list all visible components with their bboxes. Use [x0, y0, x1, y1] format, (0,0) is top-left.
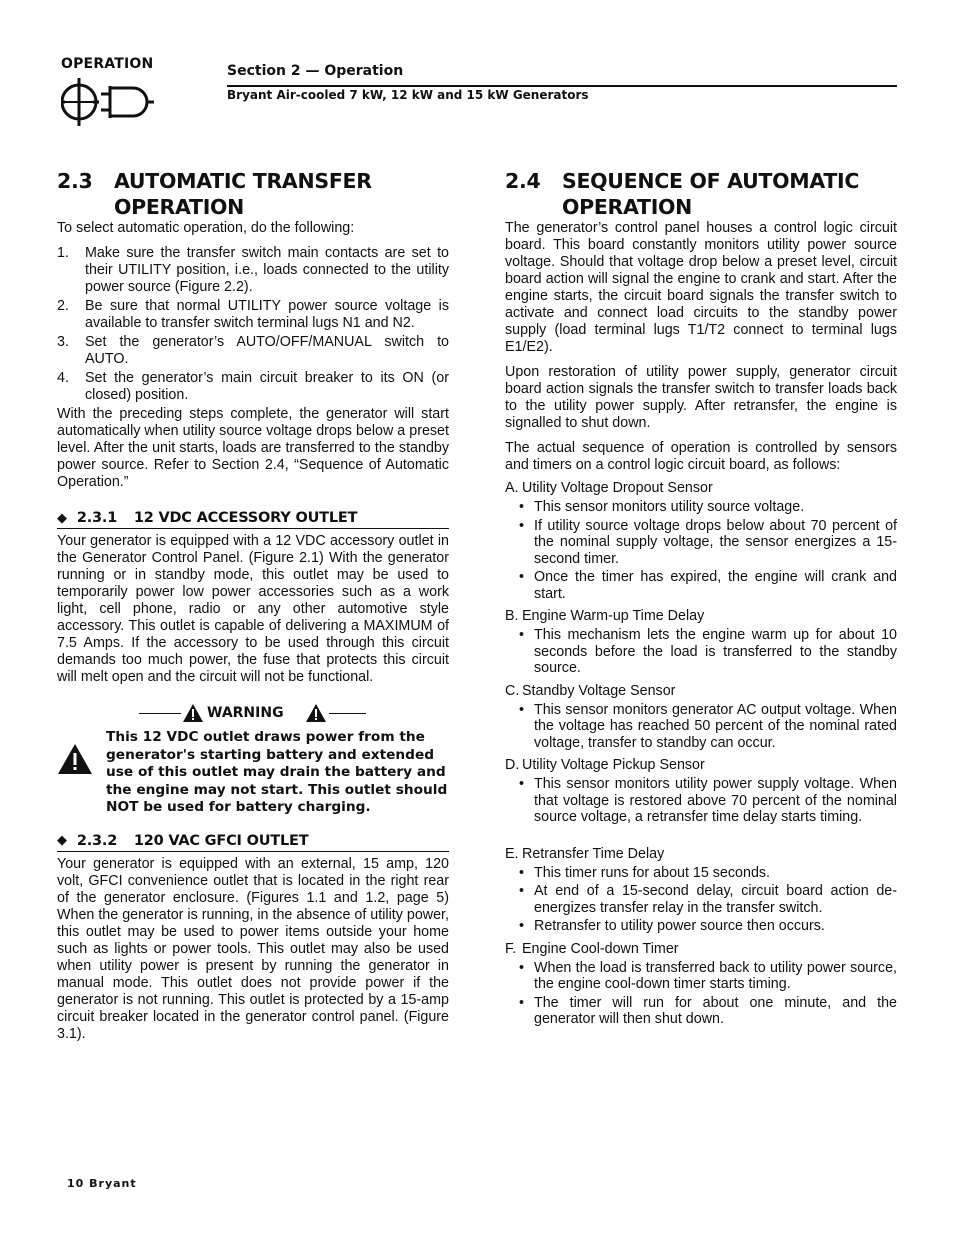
- sequence-item-heading: [505, 608, 897, 625]
- list-item: [505, 918, 897, 935]
- list-item: [57, 370, 449, 404]
- warning-text: This 12 VDC outlet draws power from the generator's starting battery and extended use of this outlet may drain the battery and the engine may not start. This outlet should NOT be used for battery charging.: [106, 729, 448, 815]
- bullet-dot-icon: •: [518, 776, 524, 792]
- step-text: Set the generator’s AUTO/OFF/MANUAL switch to AUTO.: [85, 334, 449, 367]
- bullet-list: [505, 702, 897, 752]
- bullet-list: [505, 960, 897, 1028]
- list-item: [57, 334, 449, 368]
- plug-socket-icon: [61, 78, 157, 130]
- warning-box: [57, 729, 449, 817]
- operation-brand: [61, 56, 161, 72]
- bullet-text: Once the timer has expired, the engine will crank and start.: [534, 569, 897, 602]
- list-item: [505, 627, 897, 677]
- diamond-bullet-icon: ◆: [57, 833, 67, 848]
- step-text: Be sure that normal UTILITY power source voltage is available to transfer switch terminal lugs N1 and N2.: [85, 298, 449, 331]
- list-item: [505, 865, 897, 882]
- bullet-dot-icon: •: [518, 959, 524, 976]
- bullet-text: This sensor monitors generator AC output voltage. When the voltage has reached 50 percent of the nominal rated voltage, transfer to standby can occur.: [534, 701, 897, 751]
- sequence-para-1: The generator’s control panel houses a control logic circuit board. This board constantly monitors utility power source voltage. Should that voltage drop below a preset level, circuit board action will signal the engine to crank and start. After the engine starts, the circuit board signals the transfer switch to activate and connect load circuits to the standby power supply (load terminal lugs T1/T2 connect to terminal lugs E1/E2).: [505, 220, 897, 355]
- closing-paragraph: With the preceding steps complete, the generator will start automatically when utility source voltage drops below a preset level. After the unit starts, loads are transferred to the standby power source. Refer to Section 2.4, “Sequence of Automatic Operation.”: [57, 406, 449, 490]
- list-item: [505, 702, 897, 752]
- item-letter: A.: [505, 480, 519, 496]
- bullet-text: The timer will run for about one minute, and the generator will then shut down.: [534, 994, 897, 1027]
- bullet-dot-icon: •: [518, 883, 524, 899]
- list-item: [505, 883, 897, 916]
- warning-label: WARNING: [207, 705, 284, 721]
- subsection-number: 2.3.1: [76, 510, 118, 526]
- step-number: 3.: [57, 334, 69, 350]
- list-item: [505, 776, 897, 826]
- sequence-item-heading: [505, 683, 897, 700]
- sequence-item-heading: [505, 941, 897, 958]
- bullet-text: When the load is transferred back to utility power source, the engine cool-down timer starts timing.: [534, 959, 897, 992]
- bullet-dot-icon: •: [518, 569, 524, 585]
- steps-list: [57, 245, 449, 404]
- item-letter: F.: [505, 940, 517, 957]
- bullet-text: At end of a 15-second delay, circuit board action de-energizes transfer relay in the transfer switch.: [534, 883, 897, 916]
- step-text: Make sure the transfer switch main contacts are set to their UTILITY position, i.e., loads connected to the utility power source (Figure 2.2).: [85, 245, 449, 295]
- bullet-list: [505, 499, 897, 602]
- list-item: [57, 298, 449, 332]
- bullet-dot-icon: •: [518, 517, 524, 534]
- sequence-list: [505, 480, 897, 1028]
- list-item: [505, 960, 897, 993]
- warning-rule-left: [139, 713, 181, 714]
- section-number: 2.4: [505, 169, 541, 193]
- step-number: 2.: [57, 298, 69, 314]
- subsection-2-3-1-heading: [57, 510, 449, 529]
- bullet-dot-icon: •: [518, 994, 524, 1011]
- bullet-dot-icon: •: [518, 918, 524, 934]
- subsection-title: 120 VAC GFCI OUTLET: [133, 832, 309, 849]
- brand-label: OPERATION: [61, 56, 154, 72]
- left-column: [57, 168, 449, 1043]
- section-title-text: AUTOMATIC TRANSFER OPERATION: [114, 169, 372, 219]
- item-title: Engine Cool-down Timer: [522, 940, 679, 957]
- bullet-list: [505, 776, 897, 826]
- warning-triangle-icon: [57, 743, 93, 775]
- item-letter: C.: [505, 682, 520, 699]
- bullet-text: This timer runs for about 15 seconds.: [534, 864, 771, 881]
- warning-rule-right: [329, 713, 366, 714]
- sequence-item-heading: [505, 757, 897, 774]
- step-text: Set the generator’s main circuit breaker to its ON (or closed) position.: [85, 370, 449, 403]
- section-header: Section 2 — Operation: [227, 63, 404, 79]
- bullet-text: Retransfer to utility power source then occurs.: [534, 918, 825, 934]
- item-letter: D.: [505, 757, 520, 773]
- step-number: 4.: [57, 370, 69, 386]
- item-letter: E.: [505, 845, 519, 862]
- item-title: Retransfer Time Delay: [522, 845, 665, 862]
- list-item: [505, 995, 897, 1028]
- diamond-bullet-icon: ◆: [57, 510, 67, 526]
- bullet-dot-icon: •: [518, 701, 524, 718]
- bullet-dot-icon: •: [518, 864, 524, 881]
- sequence-para-2: Upon restoration of utility power supply, generator circuit board action signals the transfer switch to transfer loads back to the utility power supply. After retransfer, the engine is signalled to shut down.: [505, 364, 897, 431]
- bullet-text: This mechanism lets the engine warm up for about 10 seconds before the load is transferred to the standby source.: [534, 627, 897, 676]
- warning-large-icon: [57, 729, 106, 817]
- item-title: Utility Voltage Dropout Sensor: [522, 480, 713, 496]
- warning-header: [57, 700, 449, 726]
- list-item: [505, 569, 897, 602]
- item-letter: B.: [505, 608, 519, 624]
- subsection-2-3-2-heading: [57, 833, 449, 852]
- section-2-3-title: [57, 168, 449, 220]
- bullet-dot-icon: •: [518, 499, 524, 515]
- list-item: [505, 518, 897, 568]
- step-number: 1.: [57, 245, 69, 261]
- page-footer: 10 Bryant: [67, 1177, 137, 1190]
- sequence-para-3: The actual sequence of operation is controlled by sensors and timers on a control logic circuit board, as follows:: [505, 440, 897, 473]
- warning-triangle-icon: [182, 703, 204, 723]
- header-subtitle: Bryant Air-cooled 7 kW, 12 kW and 15 kW Generators: [227, 88, 589, 102]
- right-column: [505, 168, 897, 1030]
- list-item: [57, 245, 449, 296]
- gfci-outlet-body: Your generator is equipped with an external, 15 amp, 120 volt, GFCI convenience outlet that is located in the right rear of the generator enclosure. (Figures 1.1 and 1.2, page 5) When the generator is running, in the absence of utility power, this outlet may be used to power items outside your home such as lights or power tools. This outlet may also be used when utility power is present by running the generator in manual mode. This outlet does not provide power if the generator is not running. This outlet is protected by a 15-amp circuit breaker located in the generator control panel. (Figure 3.1).: [57, 855, 449, 1042]
- item-title: Utility Voltage Pickup Sensor: [522, 757, 705, 773]
- bullet-text: If utility source voltage drops below about 70 percent of the nominal supply voltage, the sensor energizes a 15-second timer.: [534, 517, 897, 567]
- header-divider: [227, 85, 897, 87]
- subsection-number: 2.3.2: [76, 832, 118, 849]
- subsection-title: 12 VDC ACCESSORY OUTLET: [133, 510, 358, 526]
- warning-triangle-icon: [305, 703, 327, 723]
- bullet-dot-icon: •: [518, 627, 524, 643]
- section-number: 2.3: [57, 169, 93, 193]
- accessory-outlet-body: Your generator is equipped with a 12 VDC accessory outlet in the Generator Control Panel. (Figure 2.1) With the generator running or in standby mode, this outlet may be used to temporarily power low power accessories such as a work light, cell phone, radio or any other automotive style accessory. This outlet is capable of delivering a MAXIMUM of 7.5 Amps. If the accessory to be used through this circuit demands too much power, the fuse that protects this circuit will melt open and the circuit will not be functional.: [57, 533, 449, 685]
- section-2-4-title: [505, 168, 897, 220]
- bullet-text: This sensor monitors utility source voltage.: [534, 499, 805, 515]
- item-title: Engine Warm-up Time Delay: [522, 608, 705, 624]
- sequence-item-heading: [505, 480, 897, 497]
- bullet-list: [505, 865, 897, 935]
- bullet-text: This sensor monitors utility power supply voltage. When that voltage is restored above 70 percent of the nominal source voltage, a retransfer time delay starts timing.: [534, 776, 897, 825]
- list-item: [505, 499, 897, 516]
- bullet-list: [505, 627, 897, 677]
- item-title: Standby Voltage Sensor: [522, 682, 676, 699]
- intro-text: To select automatic operation, do the following:: [57, 220, 355, 236]
- section-title-text: SEQUENCE OF AUTOMATIC OPERATION: [562, 169, 860, 219]
- sequence-item-heading: [505, 846, 897, 863]
